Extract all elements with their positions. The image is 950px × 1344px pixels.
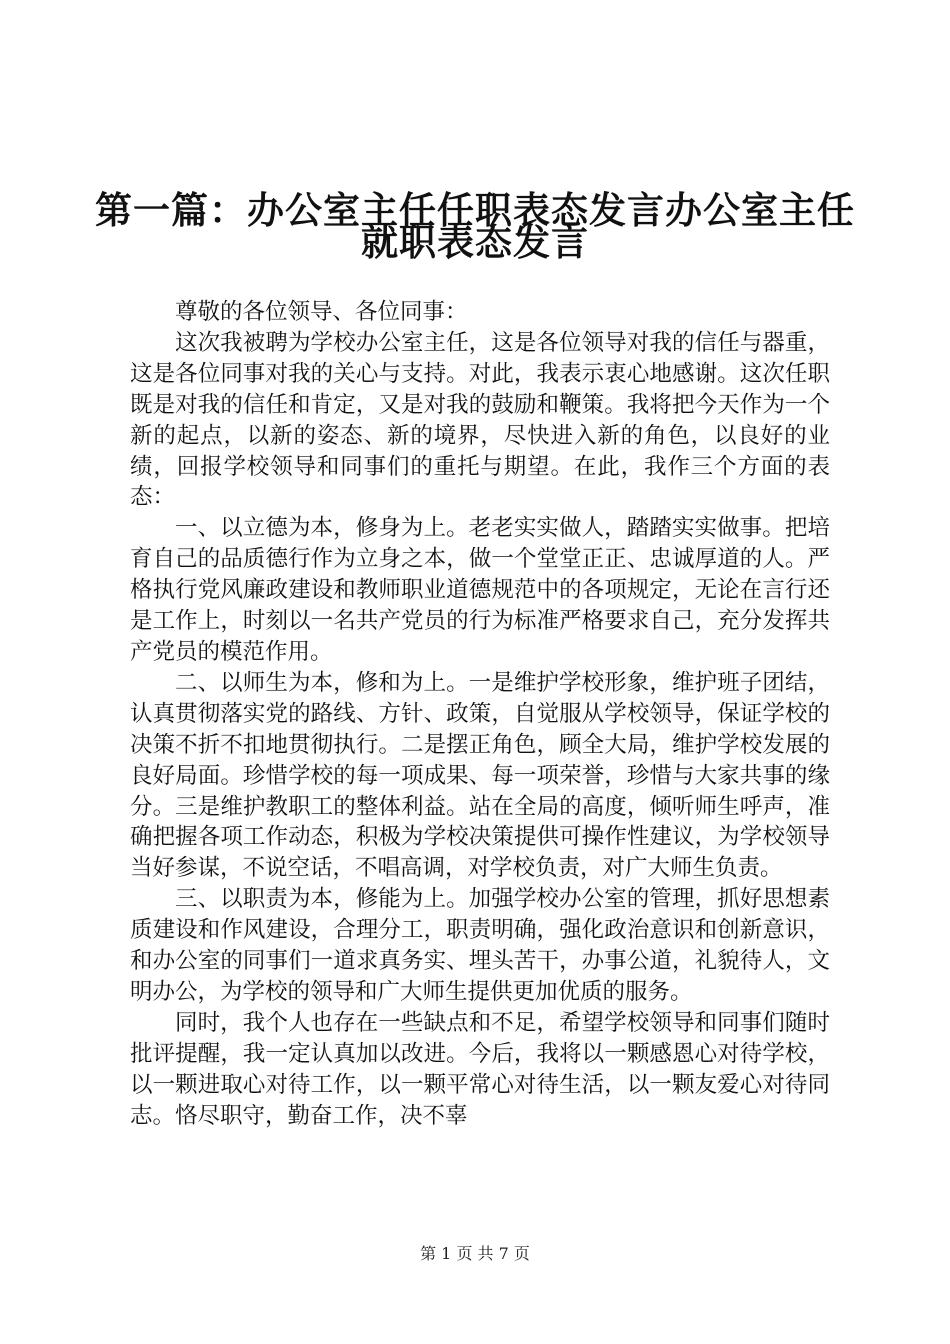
page-number-footer: 第 1 页 共 7 页 [420,1244,530,1263]
closing-paragraph: 同时，我个人也存在一些缺点和不足，希望学校领导和同事们随时批评提醒，我一定认真加以改进。今后，我将以一颗感恩心对待学校，以一颗进取心对待工作，以一颗平常心对待生活，以一颗友爱心对待同志。恪尽职守，勤奋工作，决不辜 [130,1009,830,1129]
document-title-line-1: 第一篇：办公室主任任职表态发言办公室主任 [95,188,855,232]
point-two-paragraph: 二、以师生为本，修和为上。一是维护学校形象，维护班子团结，认真贯彻落实党的路线、方针、政策，自觉服从学校领导，保证学校的决策不折不扣地贯彻执行。二是摆正角色，顾全大局，维护学校发展的良好局面。珍惜学校的每一项成果、每一项荣誉，珍惜与大家共事的缘分。三是维护教职工的整体利益。站在全局的高度，倾听师生呼声，准确把握各项工作动态，积极为学校决策提供可操作性建议，为学校领导当好参谋，不说空话，不唱高调，对学校负责，对广大师生负责。 [130,669,830,882]
point-three-paragraph: 三、以职责为本，修能为上。加强学校办公室的管理，抓好思想素质建设和作风建设，合理分工，职责明确，强化政治意识和创新意识，和办公室的同事们一道求真务实、埋头苦干，办事公道，礼貌待人，文明办公，为学校的领导和广大师生提供更加优质的服务。 [130,886,830,1005]
document-title-line-2: 就职表态发言 [361,220,589,264]
intro-paragraph: 这次我被聘为学校办公室主任，这是各位领导对我的信任与器重，这是各位同事对我的关心与支持。对此，我表示衷心地感谢。这次任职既是对我的信任和肯定，又是对我的鼓励和鞭策。我将把今天作为一个新的起点，以新的姿态、新的境界，尽快进入新的角色，以良好的业绩，回报学校领导和同事们的重托与期望。在此，我作三个方面的表态： [130,329,830,511]
document-body [130,297,830,1131]
salutation-paragraph: 尊敬的各位领导、各位同事： [175,299,468,325]
point-one-paragraph: 一、以立德为本，修身为上。老老实实做人，踏踏实实做事。把培育自己的品质德行作为立身之本，做一个堂堂正正、忠诚厚道的人。严格执行党风廉政建设和教师职业道德规范中的各项规定，无论在言行还是工作上，时刻以一名共产党员的行为标准严格要求自己，充分发挥共产党员的模范作用。 [130,515,830,665]
